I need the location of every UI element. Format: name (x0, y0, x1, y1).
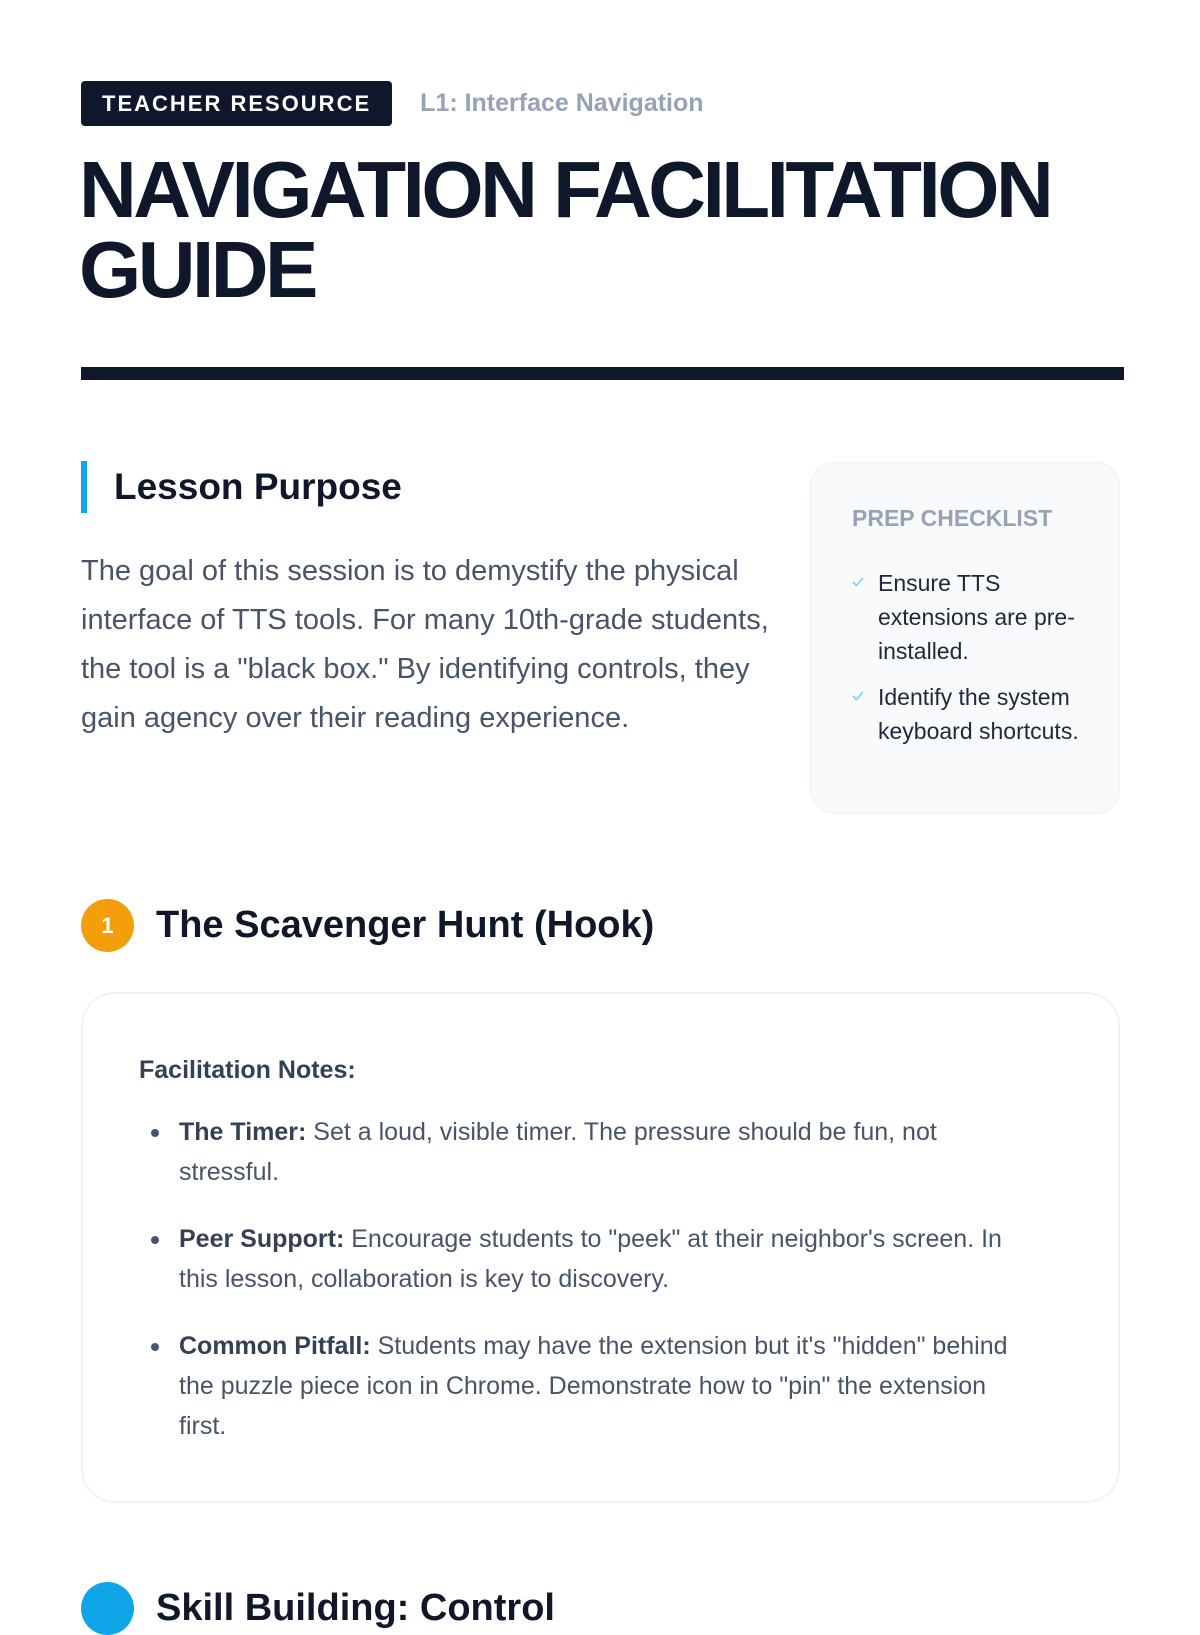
lesson-purpose-text: The goal of this session is to demystify the physical interface of TTS tools. For many 10th-grade students, the tool is a "black box." By identifying controls, they gain agency over their reading experience. (81, 555, 769, 734)
lesson-purpose-section (81, 461, 771, 743)
checklist-item-text: Identify the system keyboard shortcuts. (878, 684, 1079, 744)
bullet-icon (151, 1129, 159, 1137)
facilitation-notes-card (81, 992, 1120, 1503)
step-2-title: Skill Building: Control (156, 1587, 555, 1629)
step-1-heading (81, 899, 654, 952)
note-label: The Timer: (179, 1118, 307, 1146)
bullet-icon (151, 1343, 159, 1351)
facilitation-notes-list (139, 1112, 1039, 1446)
step-2-heading (81, 1582, 555, 1635)
lesson-purpose-heading-row (81, 461, 771, 513)
resource-badge: TEACHER RESOURCE (81, 81, 392, 126)
note-label: Common Pitfall: (179, 1332, 371, 1360)
step-number-badge (81, 1582, 134, 1635)
checklist-item (852, 680, 1095, 748)
check-icon (852, 576, 864, 588)
prep-checklist-card (810, 462, 1120, 814)
facilitation-note (139, 1112, 1039, 1192)
step-1-title: The Scavenger Hunt (Hook) (156, 904, 655, 946)
note-text: Set a loud, visible timer. The pressure should be fun, not stressful. (179, 1118, 937, 1186)
checklist-item-text: Ensure TTS extensions are pre-installed. (878, 570, 1075, 664)
lesson-purpose-heading: Lesson Purpose (114, 466, 402, 507)
lesson-label: L1: Interface Navigation (420, 89, 704, 117)
step-number-badge: 1 (81, 899, 134, 952)
page-title: NAVIGATION FACILITATION GUIDE (79, 145, 1051, 314)
facilitation-notes-title: Facilitation Notes: (139, 1056, 356, 1084)
facilitation-note (139, 1219, 1039, 1299)
check-icon (852, 690, 864, 702)
bullet-icon (151, 1236, 159, 1244)
prep-checklist-title: PREP CHECKLIST (852, 505, 1053, 531)
accent-bar (81, 461, 87, 513)
checklist-item (852, 566, 1095, 668)
note-text: Students may have the extension but it's "hidden" behind the puzzle piece icon in Chrome. Demonstrate how to "pin" the extension first. (179, 1332, 1008, 1440)
prep-checklist (852, 566, 1095, 748)
facilitation-note (139, 1326, 1039, 1446)
note-label: Peer Support: (179, 1225, 345, 1253)
header-top (81, 81, 704, 126)
note-text: Encourage students to "peek" at their neighbor's screen. In this lesson, collaboration is key to discovery. (179, 1225, 1002, 1293)
title-divider (81, 367, 1124, 380)
